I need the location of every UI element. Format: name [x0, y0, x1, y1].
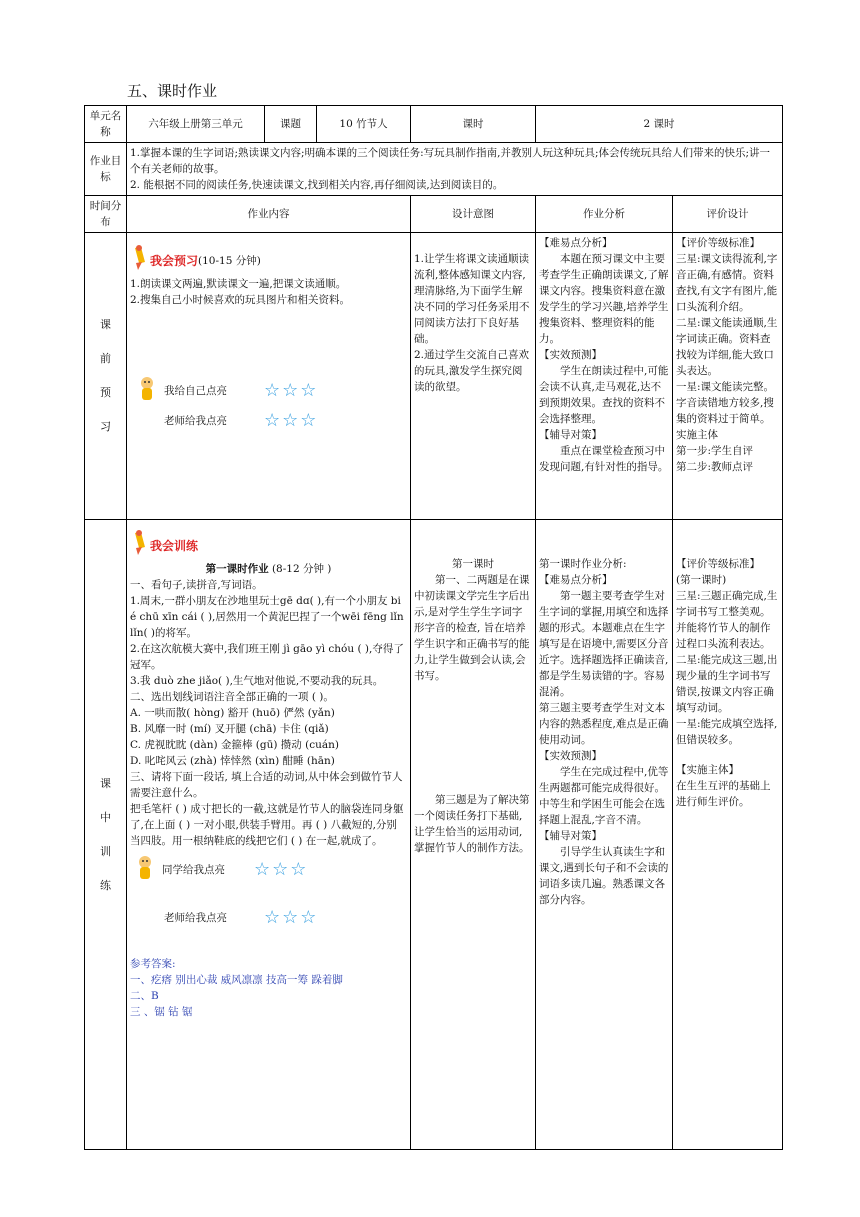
student-icon	[134, 853, 156, 886]
pencil-icon	[130, 245, 150, 276]
preview-heading: 我会预习	[150, 253, 199, 268]
teacher-rate-stars[interactable]: ☆☆☆	[264, 907, 319, 928]
teacher-rate-stars[interactable]: ☆☆☆	[264, 410, 319, 431]
col-analysis: 作业分析	[536, 196, 673, 233]
unit-value: 六年级上册第三单元	[127, 106, 265, 143]
q3-text: 把毛笔杆 ( ) 成寸把长的一截,这就是竹节人的脑袋连同身躯了,在上面 ( ) 一对小眼,供装手臂用。再 ( ) 八截短的,分别当四肢。用一根纳鞋底的线把它们 ( ) 在一起,就成了。	[130, 803, 404, 847]
homework-table	[84, 105, 783, 1150]
preview-design: 1.让学生将课文读通顺读流利,整体感知课文内容,理清脉络,为下面学生解决不同的学习任务采用不同阅读方法打下良好基础。 2.通过学生交流自己喜欢的玩具,激发学生探究阅读的欲望。	[411, 233, 536, 520]
self-rate-stars[interactable]: ☆☆☆	[264, 379, 319, 401]
hours-label: 课时	[411, 106, 536, 143]
col-design: 设计意图	[411, 196, 536, 233]
practice-content	[127, 520, 411, 1150]
practice-sub-time: (8-12 分钟 )	[271, 563, 332, 575]
col-time: 时间分布	[85, 196, 127, 233]
q2-title: 二、选出划线词语注音全部正确的一项 ( )。	[130, 691, 334, 703]
preview-task-1: 1.朗读课文两遍,默读课文一遍,把课文读通顺。	[130, 278, 347, 290]
peer-rate-stars[interactable]: ☆☆☆	[254, 858, 309, 880]
teacher-rate-label: 老师给我点亮	[164, 415, 227, 427]
teacher-rate-label: 老师给我点亮	[164, 912, 227, 924]
answer-3: 三 、锯 钻 锯	[130, 1006, 193, 1018]
q1-item-3: 3.我 duò zhe jiǎo( ),生气地对他说,不要动我的玩具。	[130, 675, 384, 687]
page-title: 五、课时作业	[127, 82, 218, 100]
q2-option-c: C. 虎视眈眈 (dàn) 金箍棒 (gū) 攒动 (cuán)	[130, 739, 339, 751]
q1-title: 一、看句子,读拼音,写词语。	[130, 579, 263, 591]
student-icon	[136, 374, 158, 407]
practice-evaluation: 【评价等级标准】 (第一课时) 三星:三题正确完成,生字词书写工整美观。并能将竹节人的制作过程口头流利表达。 二星:能完成这三题,出现少量的生字词书写错误,按课文内容正确填写动词。 一星:能完成填空选择,但错误较多。 【实施主体】 在生生互评的基础上进行师生评价。	[673, 520, 783, 1150]
goal-line-1: 1.掌握本课的生字词语;熟读课文内容;明确本课的三个阅读任务:写玩具制作指南,并教别人玩这种玩具;体会传统玩具给人们带来的快乐;讲一个有关老师的故事。	[130, 147, 771, 175]
phase-practice: 课 中 训 练	[85, 520, 127, 1150]
preview-evaluation: 【评价等级标准】 三星:课文读得流利,字音正确,有感情。资料查找,有文字有图片,能口头流利介绍。 二星:课文能读通顺,生字词读正确。资料查找较为详细,能大致口头表达。 一星:课文能读完整。字音读错地方较多,搜集的资料过于简单。 实施主体 第一步:学生自评 第二步:教师点评	[673, 233, 783, 520]
goals-text	[127, 143, 783, 196]
lesson-value: 10 竹节人	[317, 106, 411, 143]
goal-line-2: 2. 能根据不同的阅读任务,快速读课文,找到相关内容,再仔细阅读,达到阅读目的。	[130, 179, 504, 191]
practice-sub-heading: 第一课时作业	[205, 563, 269, 575]
pencil-icon	[130, 530, 150, 561]
col-content: 作业内容	[127, 196, 411, 233]
self-rate-label: 我给自己点亮	[164, 384, 227, 397]
preview-time: (10-15 分钟)	[198, 254, 261, 267]
unit-label: 单元名称	[85, 106, 127, 143]
lesson-label: 课题	[265, 106, 317, 143]
preview-task-2: 2.搜集自己小时候喜欢的玩具图片和相关资料。	[130, 294, 351, 306]
q2-option-a: A. 一哄而散( hòng) 豁开 (huō) 俨然 (yǎn)	[130, 707, 335, 719]
q1-item-2: 2.在这次航模大赛中,我们班王刚 jì gāo yì chóu ( ),夺得了冠军。	[130, 643, 404, 671]
preview-analysis: 【难易点分析】 本题在预习课文中主要考查学生正确朗读课文,了解课文内容。搜集资料意在激发学生的学习兴趣,培养学生搜集资料、整理资料的能力。 【实效预测】 学生在朗读过程中,可能会读不认真,走马观花,达不到预期效果。查找的资料不会选择整理。 【辅导对策】 重点在课堂检查预习中发现问题,有针对性的指导。	[536, 233, 673, 520]
hours-value: 2 课时	[536, 106, 783, 143]
phase-preview: 课 前 预 习	[85, 233, 127, 520]
answers-title: 参考答案:	[130, 958, 176, 970]
preview-content	[127, 233, 411, 520]
practice-heading: 我会训练	[150, 538, 199, 553]
q3-title: 三、请将下面一段话, 填上合适的动词,从中体会到做竹节人需要注意什么。	[130, 771, 403, 799]
col-evaluation: 评价设计	[673, 196, 783, 233]
q2-option-d: D. 叱咤风云 (zhà) 悻悻然 (xìn) 酣睡 (hān)	[130, 755, 335, 767]
answer-2: 二、B	[130, 990, 159, 1002]
practice-analysis: 第一课时作业分析: 【难易点分析】 第一题主要考查学生对生字词的掌握,用填空和选择题的形式。本题难点在生字填写是在语境中,需要区分音近字。选择题选择正确读音,都是学生易读错的字。容易混淆。 第三题主要考查学生对文本内容的熟悉程度,难点是正确使用动词。 【实效预测】 学生在完成过程中,优等生两题都可能完成得很好。 中等生和学困生可能会在选择题上混乱,字音不清。 【辅导对策】 引导学生认真读生字和课文,遇到长句子和不会读的词语多读几遍。熟悉课文各部分内容。	[536, 520, 673, 1150]
goals-label: 作业目标	[85, 143, 127, 196]
q1-item-1: 1.周末,一群小朋友在沙地里玩士gē dɑ( ),有一个小朋友 bié chū xīn cái ( ),居然用一个黄泥巴捏了一个wēi fēng lǐn lǐn( )的将军。	[130, 595, 404, 639]
peer-rate-label: 同学给我点亮	[162, 863, 225, 876]
practice-design: 第一课时 第一、二两题是在课中初读课文学完生字后出示,是对学生学生字词字形字音的检查, 旨在培养学生识字和正确书写的能力,让学生做到会认读,会书写。 第三题是为了解决第一个阅读任务打下基础,让学生恰当的运用动词,掌握竹节人的制作方法。	[411, 520, 536, 1150]
q2-option-b: B. 风靡一时 (mí) 叉开腿 (chā) 卡住 (qiǎ)	[130, 723, 329, 735]
answer-1: 一、疙瘩 别出心裁 威风凛凛 技高一筹 跺着脚	[130, 974, 343, 986]
